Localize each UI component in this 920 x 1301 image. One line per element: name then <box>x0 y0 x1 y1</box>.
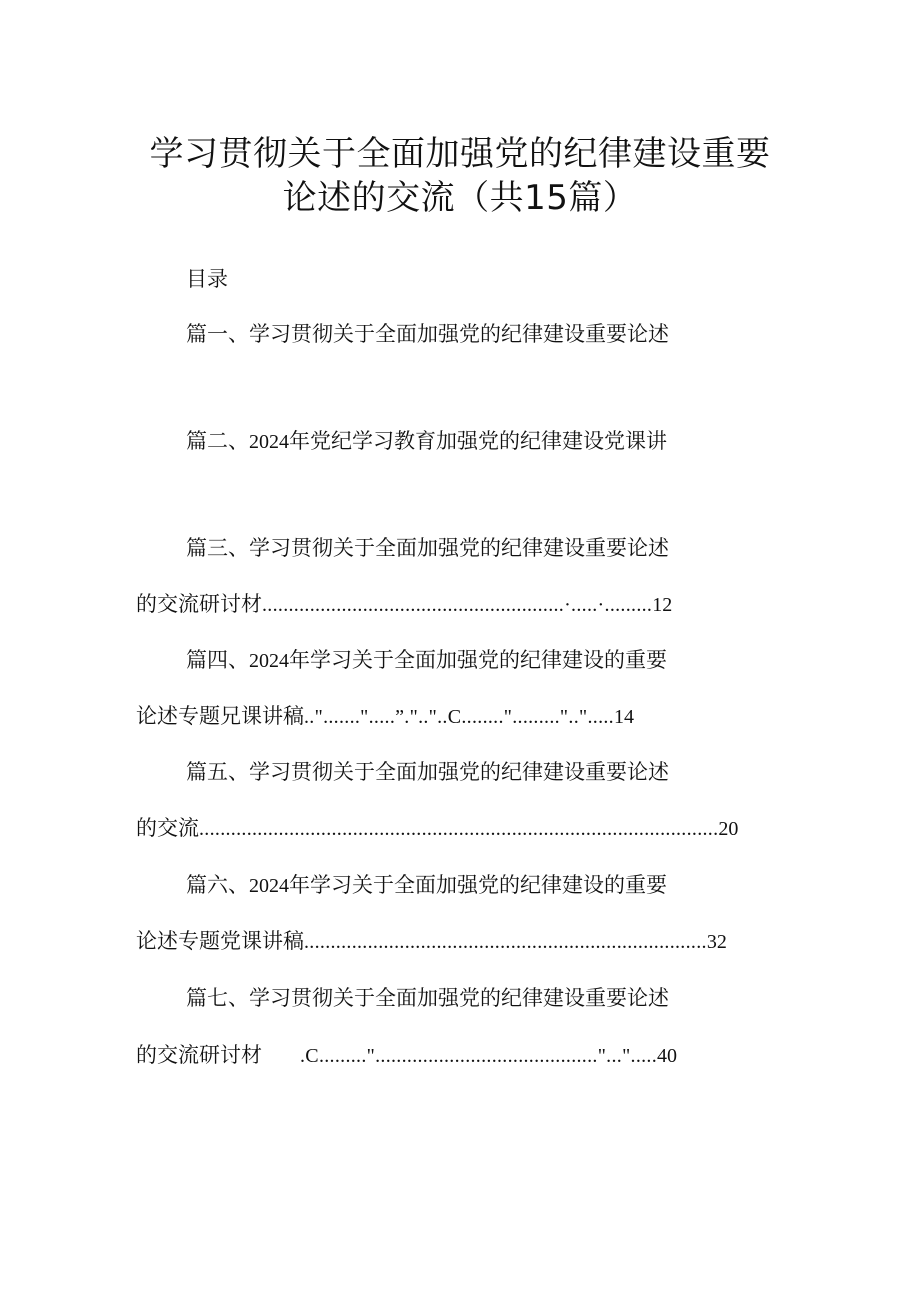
toc-entry-3 <box>186 533 669 563</box>
toc-entry-5 <box>186 757 669 787</box>
toc-entry-6-page: 32 <box>706 931 727 953</box>
toc-entry-4-continuation <box>136 701 634 732</box>
toc-entry-4-leader: ..".......".....”.".."..C........".........".."..... <box>304 706 614 728</box>
toc-entry-4 <box>186 645 667 676</box>
toc-entry-4-year: 2024 <box>249 650 289 672</box>
document-title-line-1: 学习贯彻关于全面加强党的纪律建设重要 <box>149 134 771 174</box>
toc-entry-5-continuation <box>136 813 738 844</box>
toc-entry-1 <box>186 319 669 349</box>
toc-entry-6-text: 年学习关于全面加强党的纪律建设的重要 <box>289 873 667 897</box>
toc-entry-3-continuation <box>136 589 672 620</box>
toc-entry-5-leader: .................................................................................................. <box>199 818 719 840</box>
toc-entry-3-text-cont: 的交流研讨材 <box>136 592 262 616</box>
toc-entry-2-text: 年党纪学习教育加强党的纪律建设党课讲 <box>289 429 667 453</box>
toc-entry-4-text-cont: 论述专题兄课讲稿 <box>136 704 304 728</box>
toc-entry-7 <box>186 983 669 1013</box>
toc-entry-5-page: 20 <box>718 818 739 840</box>
toc-entry-2-prefix: 篇二、 <box>186 429 249 453</box>
toc-entry-3-text: 篇三、学习贯彻关于全面加强党的纪律建设重要论述 <box>186 536 669 560</box>
toc-entry-4-page: 14 <box>613 706 634 728</box>
document-title-line-2: 论述的交流（共15篇） <box>282 178 638 218</box>
toc-entry-7-page: 40 <box>657 1045 678 1067</box>
toc-entry-4-text: 年学习关于全面加强党的纪律建设的重要 <box>289 648 667 672</box>
toc-heading: 目录 <box>186 267 228 291</box>
toc-entry-6 <box>186 870 667 901</box>
toc-entry-6-leader: ............................................................................ <box>304 931 707 953</box>
toc-entry-5-text: 篇五、学习贯彻关于全面加强党的纪律建设重要论述 <box>186 760 669 784</box>
toc-entry-6-continuation <box>136 926 727 957</box>
toc-entry-2-year: 2024 <box>249 431 289 453</box>
toc-entry-7-leader: .C.........".........................................."..."..... <box>300 1045 658 1067</box>
toc-entry-3-page: 12 <box>652 594 673 616</box>
toc-entry-3-leader: .........................................................·.....·......... <box>262 594 653 616</box>
toc-entry-7-text-cont: 的交流研讨材 <box>136 1043 262 1067</box>
toc-entry-5-text-cont: 的交流 <box>136 816 199 840</box>
toc-entry-6-prefix: 篇六、 <box>186 873 249 897</box>
toc-entry-6-text-cont: 论述专题党课讲稿 <box>136 929 304 953</box>
toc-entry-1-text: 篇一、学习贯彻关于全面加强党的纪律建设重要论述 <box>186 322 669 346</box>
toc-entry-7-text: 篇七、学习贯彻关于全面加强党的纪律建设重要论述 <box>186 986 669 1010</box>
toc-entry-7-continuation <box>136 1040 677 1071</box>
toc-entry-2 <box>186 426 667 457</box>
toc-entry-6-year: 2024 <box>249 875 289 897</box>
toc-entry-4-prefix: 篇四、 <box>186 648 249 672</box>
